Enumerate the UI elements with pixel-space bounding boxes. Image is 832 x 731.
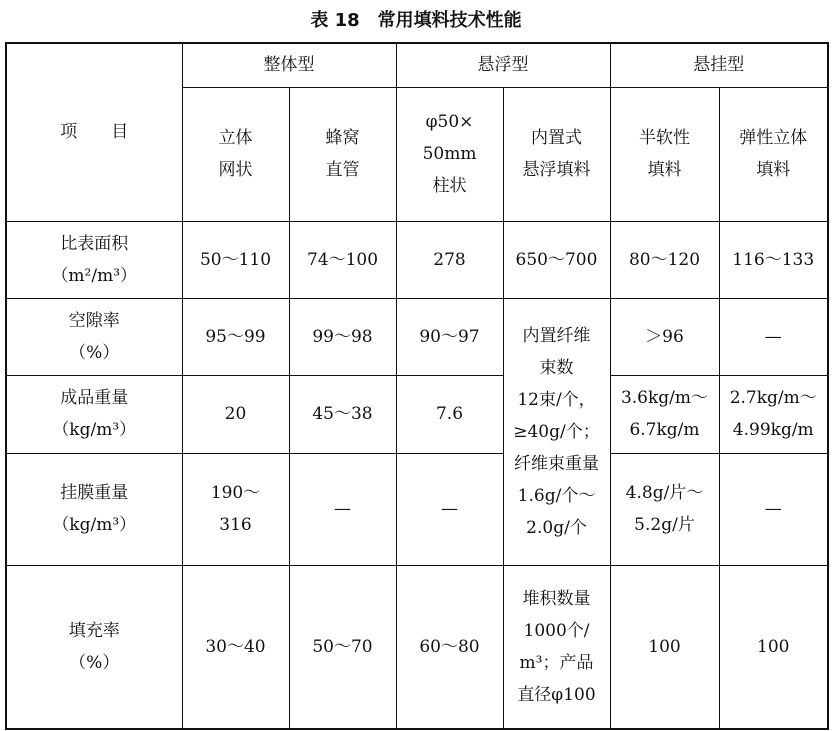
table-cell: 50～110 [182, 221, 289, 298]
table-cell: — [396, 453, 503, 565]
row-header-cell: 项 目 [6, 43, 182, 221]
table-row [6, 375, 828, 453]
table-row [6, 453, 828, 565]
table-cell: 60～80 [396, 565, 503, 729]
group-hanging: 悬挂型 [610, 43, 828, 87]
group-header-row [6, 43, 828, 87]
table-cell: 278 [396, 221, 503, 298]
table-cell: 20 [182, 375, 289, 453]
table-cell: 4.8g/片～ 5.2g/片 [610, 453, 719, 565]
table-cell: 650～700 [503, 221, 610, 298]
table-cell: ＞96 [610, 298, 719, 375]
group-monolithic: 整体型 [182, 43, 396, 87]
table-cell: 100 [719, 565, 828, 729]
table-cell: 30～40 [182, 565, 289, 729]
column-header: 内置式 悬浮填料 [503, 87, 610, 221]
row-label: 成品重量 （kg/m³） [6, 375, 182, 453]
column-header: φ50× 50mm 柱状 [396, 87, 503, 221]
table-cell: 80～120 [610, 221, 719, 298]
table-cell: 90～97 [396, 298, 503, 375]
table-cell: 99～98 [289, 298, 396, 375]
row-label: 填充率 （%） [6, 565, 182, 729]
table-cell: 74～100 [289, 221, 396, 298]
packing-performance-table [5, 42, 829, 730]
table-cell: 100 [610, 565, 719, 729]
table-cell: — [719, 298, 828, 375]
group-suspended: 悬浮型 [396, 43, 610, 87]
table-cell: — [719, 453, 828, 565]
table-cell: 3.6kg/m～ 6.7kg/m [610, 375, 719, 453]
table-title: 表 18 常用填料技术性能 [310, 10, 522, 31]
table-cell: — [289, 453, 396, 565]
table-cell: 190～ 316 [182, 453, 289, 565]
table-cell-merged: 内置纤维 束数 12束/个， ≥40g/个； 纤维束重量 1.6g/个～ 2.0g/个 [503, 298, 610, 565]
row-label: 比表面积 （m²/m³） [6, 221, 182, 298]
column-header: 半软性 填料 [610, 87, 719, 221]
column-header: 蜂窝 直管 [289, 87, 396, 221]
table-cell: 7.6 [396, 375, 503, 453]
table-row [6, 298, 828, 375]
table-row [6, 565, 828, 729]
row-label: 空隙率 （%） [6, 298, 182, 375]
table-cell: 堆积数量 1000个/ m³；产品 直径φ100 [503, 565, 610, 729]
table-cell: 116～133 [719, 221, 828, 298]
table-row [6, 221, 828, 298]
column-header: 弹性立体 填料 [719, 87, 828, 221]
table-cell: 95～99 [182, 298, 289, 375]
table-cell: 50～70 [289, 565, 396, 729]
table-cell: 2.7kg/m～ 4.99kg/m [719, 375, 828, 453]
column-header: 立体 网状 [182, 87, 289, 221]
row-label: 挂膜重量 （kg/m³） [6, 453, 182, 565]
table-cell: 45～38 [289, 375, 396, 453]
